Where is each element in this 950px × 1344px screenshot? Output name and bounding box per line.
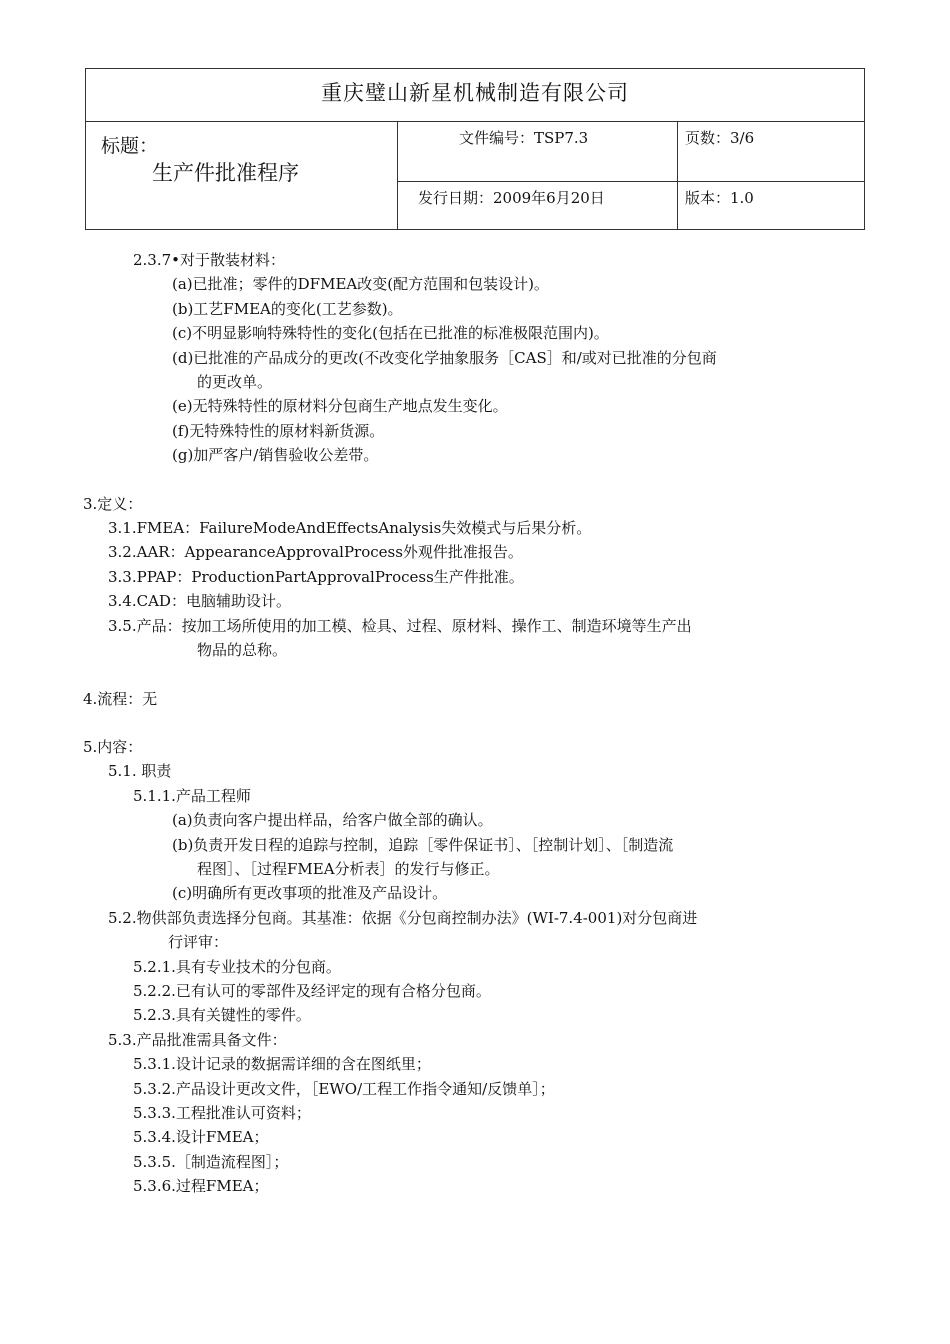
list-item: (g)加严客户/销售验收公差带。 [172, 446, 379, 465]
list-item: (b)工艺FMEA的变化(工艺参数)。 [172, 299, 403, 318]
version: 版本：1.0 [685, 189, 754, 207]
list-item: (f)无特殊特性的原材料新货源。 [172, 421, 385, 440]
company-name: 重庆璧山新星机械制造有限公司 [321, 81, 629, 105]
subsection-heading: 5.1.1.产品工程师 [133, 786, 251, 805]
section-heading: 4.流程：无 [83, 689, 158, 708]
section-heading: 3.定义： [83, 494, 143, 513]
list-item: (d)已批准的产品成分的更改(不改变化学抽象服务［CAS］和/或对已批准的分包商 [172, 348, 717, 367]
subsection-continuation: 行评审： [168, 933, 229, 952]
list-item: 5.3.4.设计FMEA； [133, 1128, 269, 1147]
subsection-heading: 5.2.物供部负责选择分包商。其基准：依据《分包商控制办法》(WI-7.4-001)对分包商进 [108, 908, 698, 927]
list-item: (e)无特殊特性的原材料分包商生产地点发生变化。 [172, 397, 508, 416]
list-item: (c)明确所有更改事项的批准及产品设计。 [172, 884, 448, 903]
title-label: 标题： [101, 135, 159, 157]
definition-item-continuation: 物品的总称。 [197, 641, 288, 660]
list-item: 5.3.1.设计记录的数据需详细的含在图纸里； [133, 1055, 431, 1074]
section-heading: 5.内容： [83, 737, 143, 756]
list-item: 5.2.3.具有关键性的零件。 [133, 1006, 311, 1025]
list-item: (a)已批准；零件的DFMEA改变(配方范围和包装设计)。 [172, 275, 549, 294]
list-item: 5.3.6.过程FMEA； [133, 1177, 269, 1196]
document-body [0, 248, 950, 1199]
header-divider [86, 121, 864, 122]
document-header-table [85, 68, 865, 230]
document-title: 生产件批准程序 [152, 161, 299, 185]
list-item: 5.2.2.已有认可的零部件及经评定的现有合格分包商。 [133, 981, 491, 1000]
definition-item: 3.5.产品：按加工场所使用的加工模、检具、过程、原材料、操作工、制造环境等生产出 [108, 616, 692, 635]
subsection-heading: 5.1. 职责 [108, 762, 172, 781]
definition-item: 3.1.FMEA：FailureModeAndEffectsAnalysis失效模式与后果分析。 [108, 519, 592, 538]
list-item: 5.3.3.工程批准认可资料； [133, 1104, 311, 1122]
list-item: (b)负责开发日程的追踪与控制，追踪［零件保证书］、［控制计划］、［制造流 [172, 835, 674, 854]
subsection-heading: 5.3.产品批准需具备文件： [108, 1030, 287, 1049]
list-item: (a)负责向客户提出样品，给客户做全部的确认。 [172, 811, 493, 830]
definition-item: 3.3.PPAP：ProductionPartApprovalProcess生产件批准。 [108, 567, 524, 586]
list-item: (c)不明显影响特殊特性的变化(包括在已批准的标准极限范围内)。 [172, 324, 609, 343]
header-divider [677, 121, 678, 229]
doc-number: 文件编号：TSP7.3 [459, 129, 589, 147]
section-heading: 2.3.7•对于散装材料： [133, 251, 286, 269]
list-item-continuation: 程图］、［过程FMEA分析表］的发行与修正。 [197, 859, 500, 878]
definition-item: 3.4.CAD：电脑辅助设计。 [108, 592, 291, 611]
list-item: 5.2.1.具有专业技术的分包商。 [133, 957, 341, 976]
list-item-continuation: 的更改单。 [197, 373, 273, 392]
header-divider [397, 121, 398, 229]
issue-date: 发行日期：2009年6月20日 [418, 189, 605, 207]
list-item: 5.3.5.［制造流程图］； [133, 1152, 289, 1171]
header-divider [397, 181, 864, 182]
definition-item: 3.2.AAR：AppearanceApprovalProcess外观件批准报告。 [108, 543, 523, 562]
list-item: 5.3.2.产品设计更改文件，［EWO/工程工作指令通知/反馈单］； [133, 1079, 555, 1098]
page-count: 页数：3/6 [685, 129, 755, 147]
